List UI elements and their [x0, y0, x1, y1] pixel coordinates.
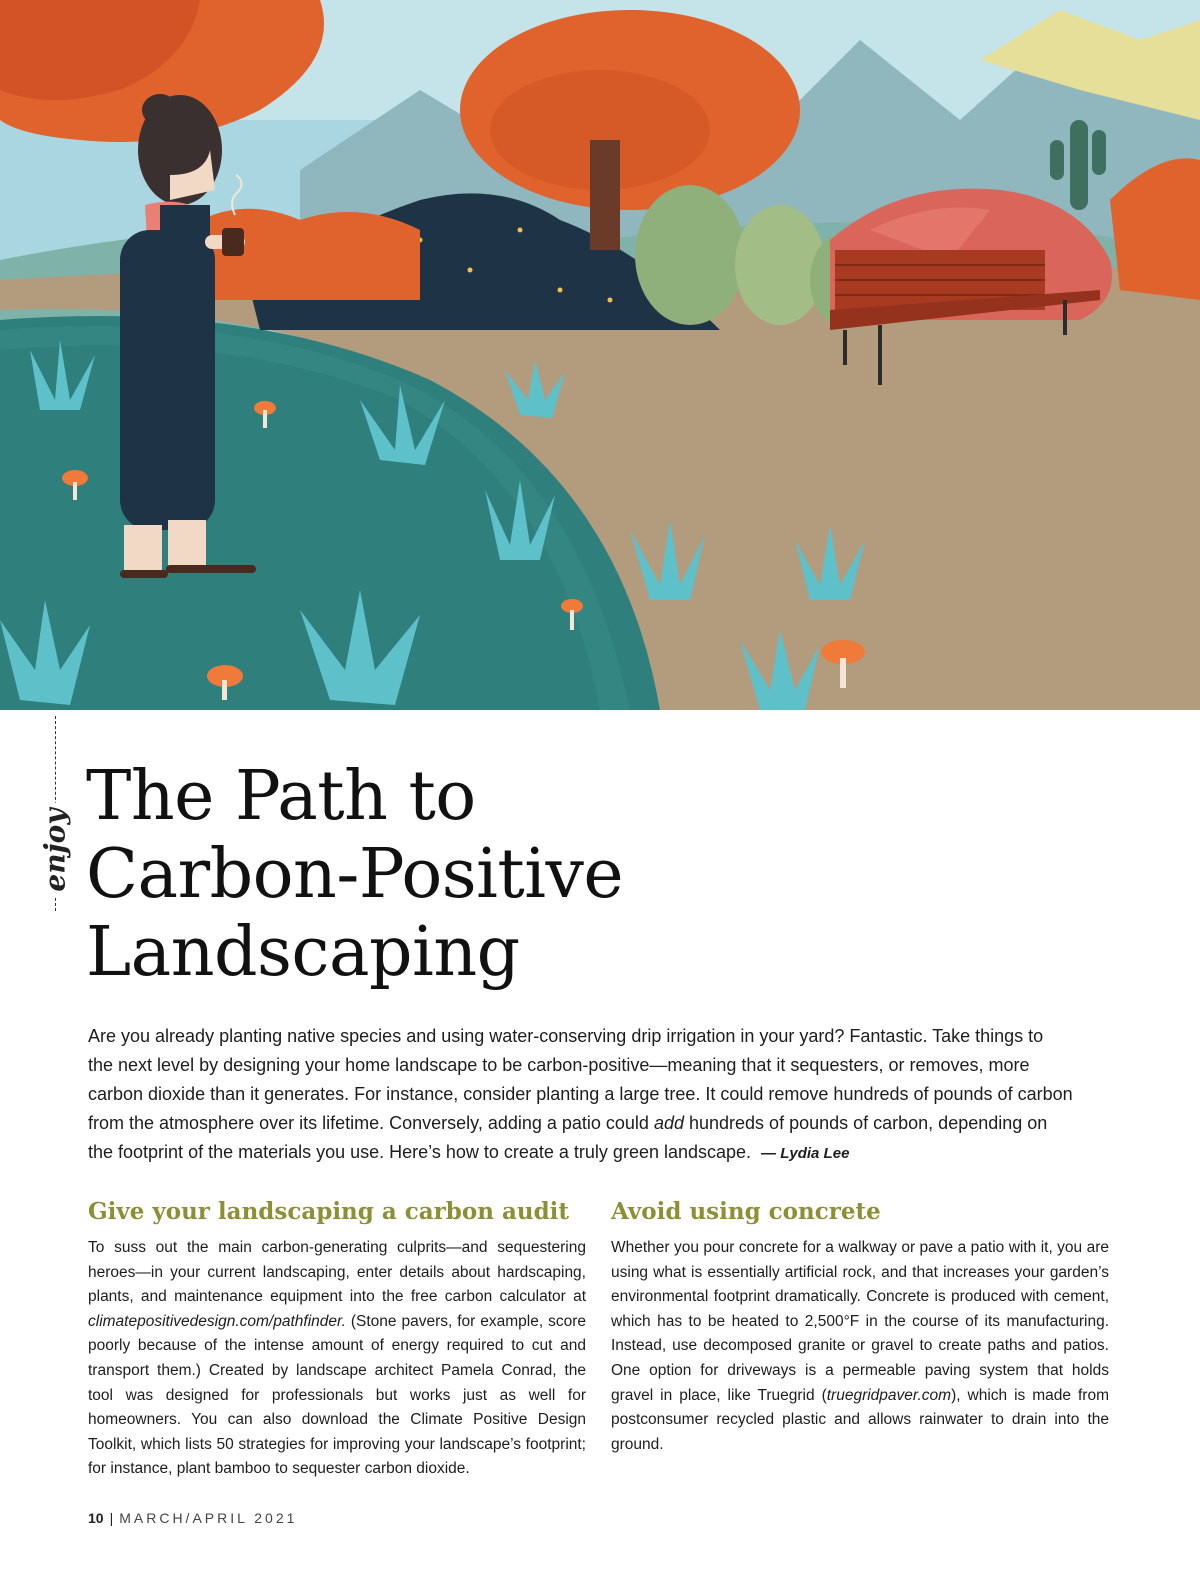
section-avoid-concrete: [611, 1196, 1109, 1457]
body-text: (Stone pavers, for example, score poorly because of the intense amount of energy required to cut and transport them.) Created by landscape architect Pamela Conrad, the tool was designed for professionals but works just as well for homeowners. You can also download the Climate Positive Design Toolkit, which lists 50 strategies for improving your landscape’s footprint; for instance, plant bamboo to sequester carbon dioxide.: [88, 1312, 586, 1478]
intro-emphasis: add: [653, 1113, 684, 1133]
intro-text: Are you already planting native species and using water-conserving drip irrigation in your yard? Fantastic. Take things to the next level by designing your home landscape to be carbon-positive—meaning that it sequesters, or removes, more carbon dioxide than it generates. For instance, consider planting a large tree. It could remove hundreds of pounds of carbon from the atmosphere over its lifetime. Conversely, adding a patio could: [88, 1026, 1073, 1133]
title-line: Landscaping: [86, 913, 520, 992]
hero-illustration: [0, 0, 1200, 710]
issue-date: MARCH/APRIL 2021: [119, 1510, 298, 1526]
article-intro: [88, 1022, 1073, 1168]
body-text: To suss out the main carbon-generating culprits—and sequestering heroes—in your current landscaping, enter details about hardscaping, plants, and maintenance equipment into the free carbon calculator at: [88, 1239, 586, 1306]
title-line: Carbon-Positive: [86, 835, 624, 914]
body-text: Whether you pour concrete for a walkway or pave a patio with it, you are using what is essentially artificial rock, and that increases your garden’s environmental footprint dramatically. Concrete is produced with cement, which has to be heated to 2,500°F in the course of its manufacturing. Instead, use decomposed granite or gravel to create paths and patios. One option for driveways is a permeable paving system that holds gravel in place, like Truegrid (: [611, 1239, 1109, 1404]
body-text: ), which is made from postconsumer recycled plastic and allows rainwater to drain into the ground.: [611, 1386, 1109, 1453]
body-link[interactable]: climatepositivedesign.com/pathfinder.: [88, 1312, 346, 1330]
page-footer: [88, 1510, 297, 1526]
body-link[interactable]: truegridpaver.com: [826, 1386, 952, 1404]
section-label: enjoy: [39, 802, 72, 897]
title-line: The Path to: [86, 757, 476, 836]
section-body: [88, 1236, 586, 1482]
section-body: [611, 1236, 1109, 1457]
section-heading: Give your landscaping a carbon audit: [88, 1198, 570, 1225]
section-carbon-audit: [88, 1196, 586, 1482]
section-heading: Avoid using concrete: [611, 1198, 881, 1225]
intro-text: hundreds of pounds of carbon, depending on the footprint of the materials you use. Here’s how to create a truly green landscape.: [88, 1113, 1048, 1162]
page-number: 10: [88, 1510, 104, 1526]
footer-separator: |: [109, 1510, 114, 1526]
article-title: [86, 758, 786, 992]
byline: — Lydia Lee: [761, 1145, 850, 1162]
